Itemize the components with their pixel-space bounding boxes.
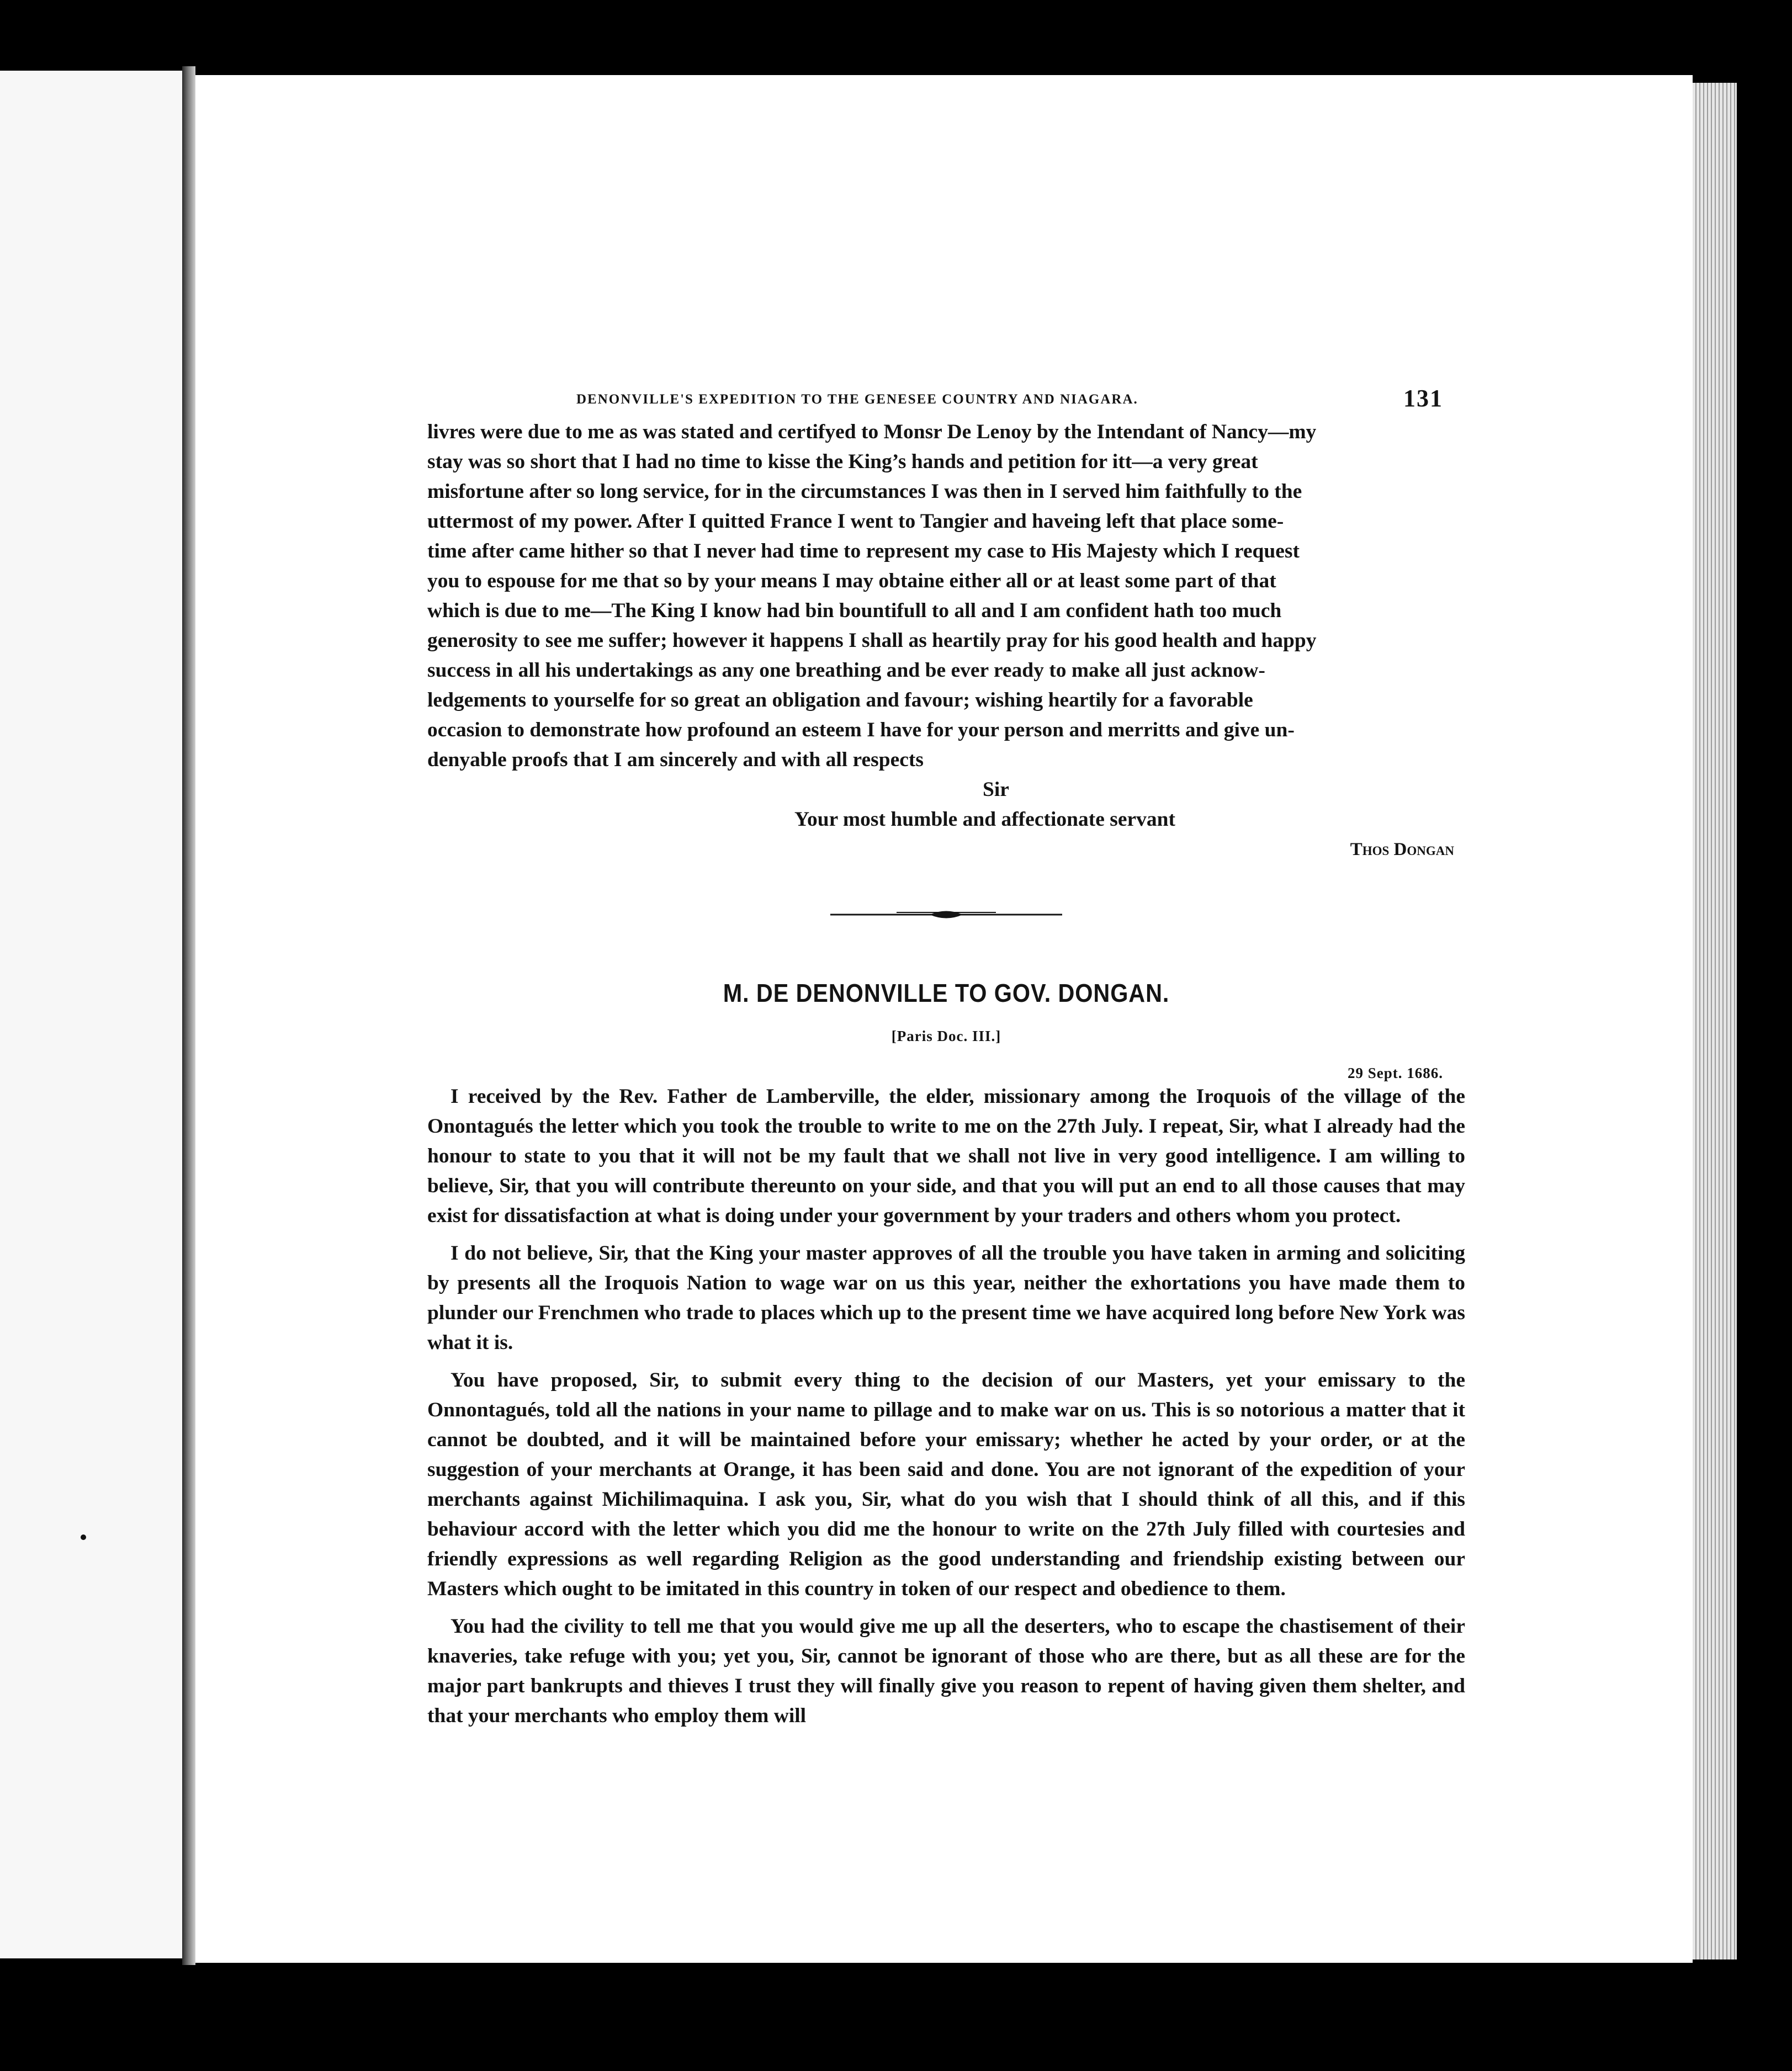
letter-two-date: 29 Sept. 1686. — [1347, 1065, 1443, 1081]
letter-one-line: denyable proofs that I am sincerely and with all respects — [427, 748, 924, 771]
signature-text: Thos Dongan — [1350, 840, 1454, 859]
letter-one-line: you to espouse for me that so by your means I may obtaine either all or at least some part of that — [427, 570, 1276, 592]
facing-page-edge — [0, 71, 182, 1958]
letter-one-line: time after came hither so that I never had time to represent my case to His Majesty which I request — [427, 540, 1300, 562]
letter-two-paragraph: I received by the Rev. Father de Lamberville, the elder, missionary among the Iroquois of the village of the Onontagués the letter which you took the trouble to write to me on the 27th July. I repeat, Sir, what I already had the honour to state to you that it will not be my fault that we shall not live in very good intelligence. I am willing to believe, Sir, that you will contribute thereunto on your side, and that you will put an end to all those causes that may exist for dissatisfaction at what is doing under your government by your traders and others whom you protect. — [427, 1085, 1465, 1227]
page-number: 131 — [1403, 385, 1443, 412]
letter-one-line: livres were due to me as was stated and certifyed to Monsr De Lenoy by the Intendant of Nancy—my — [427, 421, 1317, 443]
letter-one-line: stay was so short that I had no time to kisse the King’s hands and petition for itt—a very great — [427, 450, 1258, 473]
section-ornament — [427, 903, 1465, 931]
letter-two-source: [Paris Doc. III.] — [891, 1028, 1001, 1044]
signature — [427, 835, 1465, 864]
ornament-rule-icon — [830, 906, 1062, 923]
running-head-title: DENONVILLE'S EXPEDITION TO THE GENESEE COUNTRY AND NIAGARA. — [576, 392, 1138, 407]
book-gutter — [182, 66, 195, 1965]
letter-two-paragraph: You have proposed, Sir, to submit every thing to the decision of our Masters, yet your emissary to the Onnontagués, told all the nations in your name to pillage and to make war on us. This is so notorious a matter that it cannot be doubted, and it will be maintained before your emissary; whether he acted by your order, or at the suggestion of your merchants at Orange, it has been said and done. You are not ignorant of the expedition of your merchants against Michilimaquina. I ask you, Sir, what do you wish that I should think of all this, and if this behaviour accord with the letter which you did me the honour to write on the 27th July filled with courtesies and friendly expressions as well regarding Religion as the good understanding and friendship existing between our Masters which ought to be imitated in this country in token of our respect and obedience to them. — [427, 1369, 1465, 1600]
letter-two-title: M. DE DENONVILLE TO GOV. DONGAN. — [723, 979, 1170, 1007]
letter-one-line: uttermost of my power. After I quitted France I went to Tangier and haveing left that place some- — [427, 510, 1284, 533]
letter-one-line: ledgements to yourselfe for so great an obligation and favour; wishing heartily for a favorable — [427, 689, 1253, 711]
letter-two-paragraph: I do not believe, Sir, that the King your master approves of all the trouble you have taken in arming and soliciting by presents all the Iroquois Nation to wage war on us this year, neither the exhortations you have made them to plunder our Frenchmen who trade to places which up to the present time we have acquired long before New York was what it is. — [427, 1242, 1465, 1354]
running-head — [427, 384, 1465, 417]
book-page — [195, 75, 1693, 1963]
letter-one-line: misfortune after so long service, for in the circumstances I was then in I served him faithfully to the — [427, 480, 1302, 503]
ink-speck — [81, 1534, 86, 1540]
page-fore-edge — [1693, 83, 1737, 1960]
text-column — [427, 384, 1465, 1731]
salutation: Sir — [983, 778, 1009, 801]
letter-one-body — [427, 417, 1465, 775]
letter-two-paragraph: You had the civility to tell me that you would give me up all the deserters, who to escape the chastisement of their knaveries, take refuge with you; yet you, Sir, cannot be ignorant of those who are there, but as all these are for the major part bankrupts and thieves I trust they will finally give you reason to repent of having given them shelter, and that your merchants who employ them will — [427, 1615, 1465, 1727]
letter-one-line: generosity to see me suffer; however it happens I shall as heartily pray for his good health and happy — [427, 629, 1317, 652]
letter-one-line: occasion to demonstrate how profound an esteem I have for your person and merritts and give un- — [427, 719, 1295, 741]
letter-one-line: success in all his undertakings as any one breathing and be ever ready to make all just acknow- — [427, 659, 1265, 682]
complimentary-close: Your most humble and affectionate servant — [794, 808, 1175, 831]
letter-one-line: which is due to me—The King I know had bin bountifull to all and I am confident hath too much — [427, 599, 1282, 622]
